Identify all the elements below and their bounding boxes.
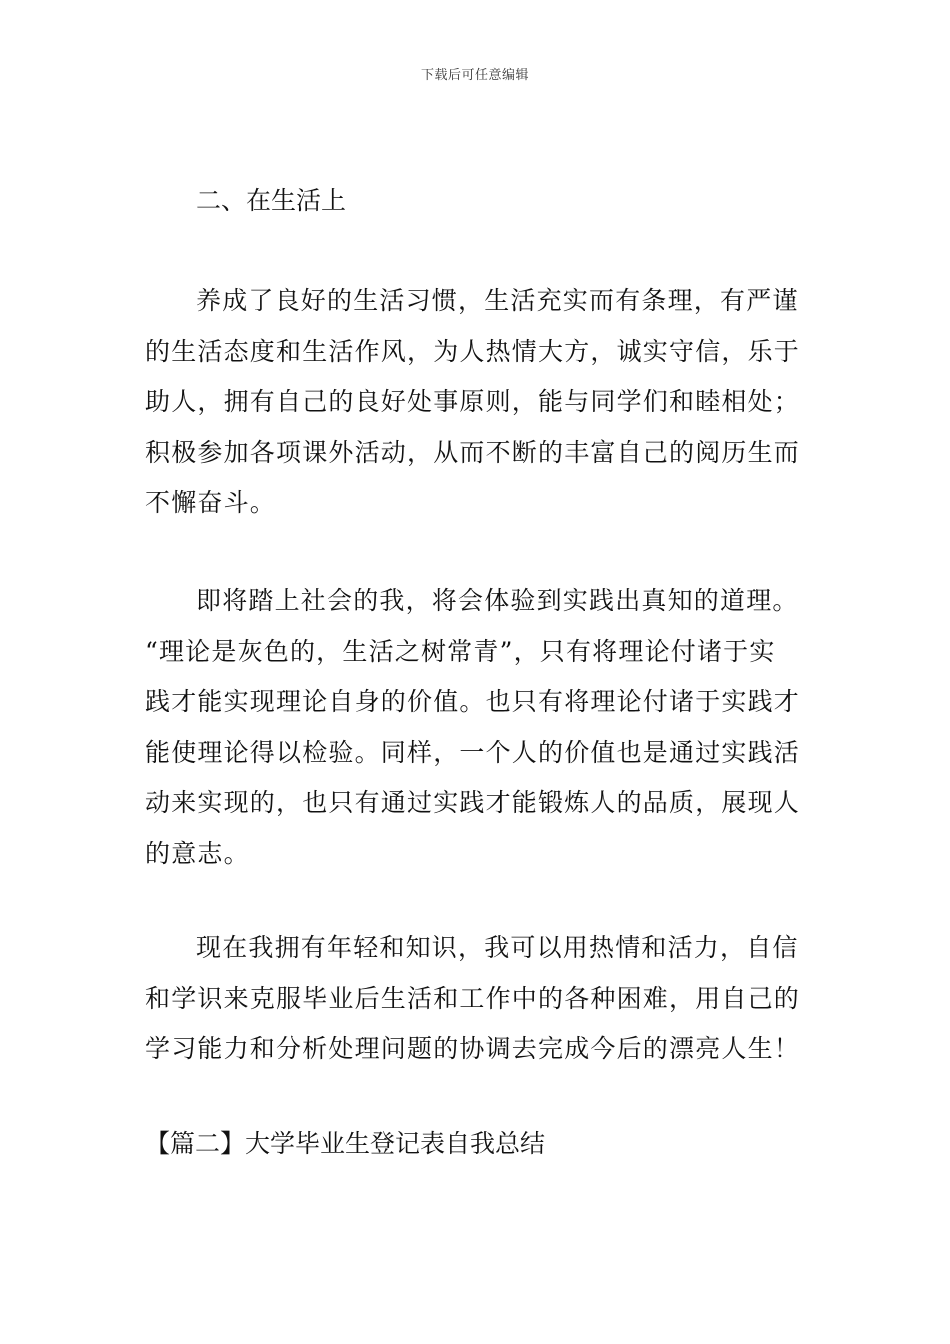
paragraph-life-habits	[145, 276, 807, 529]
paragraph-line: 的生活态度和生活作风，为人热情大方，诚实守信，乐于	[145, 336, 801, 366]
paragraph-future	[145, 923, 807, 1075]
section-title-part-two: 【篇二】大学毕业生登记表自我总结	[145, 1129, 546, 1158]
paragraph-line: 积极参加各项课外活动，从而不断的丰富自己的阅历生而	[145, 437, 801, 467]
paragraph-line: 能使理论得以检验。同样，一个人的价值也是通过实践活	[145, 737, 801, 767]
paragraph-line: 学习能力和分析处理问题的协调去完成今后的漂亮人生！	[145, 1034, 801, 1063]
paragraph-line: 助人，拥有自己的良好处事原则，能与同学们和睦相处；	[145, 387, 801, 416]
page-header-note: 下载后可任意编辑	[420, 68, 529, 83]
paragraph-line: 践才能实现理论自身的价值。也只有将理论付诸于实践才	[145, 687, 801, 716]
paragraph-line: 和学识来克服毕业后生活和工作中的各种困难，用自己的	[145, 983, 801, 1013]
paragraph-line: “理论是灰色的，生活之树常青”，只有将理论付诸于实	[145, 636, 776, 666]
paragraph-line: 不懈奋斗。	[145, 488, 277, 517]
paragraph-line: 现在我拥有年轻和知识，我可以用热情和活力，自信	[196, 933, 799, 962]
paragraph-line: 即将踏上社会的我，将会体验到实践出真知的道理。	[196, 586, 799, 615]
paragraph-line: 的意志。	[145, 838, 250, 868]
paragraph-practice	[145, 576, 807, 879]
section-heading: 二、在生活上	[196, 186, 347, 215]
paragraph-line: 动来实现的，也只有通过实践才能锻炼人的品质，展现人	[145, 788, 801, 817]
paragraph-line: 养成了良好的生活习惯，生活充实而有条理，有严谨	[196, 286, 799, 315]
